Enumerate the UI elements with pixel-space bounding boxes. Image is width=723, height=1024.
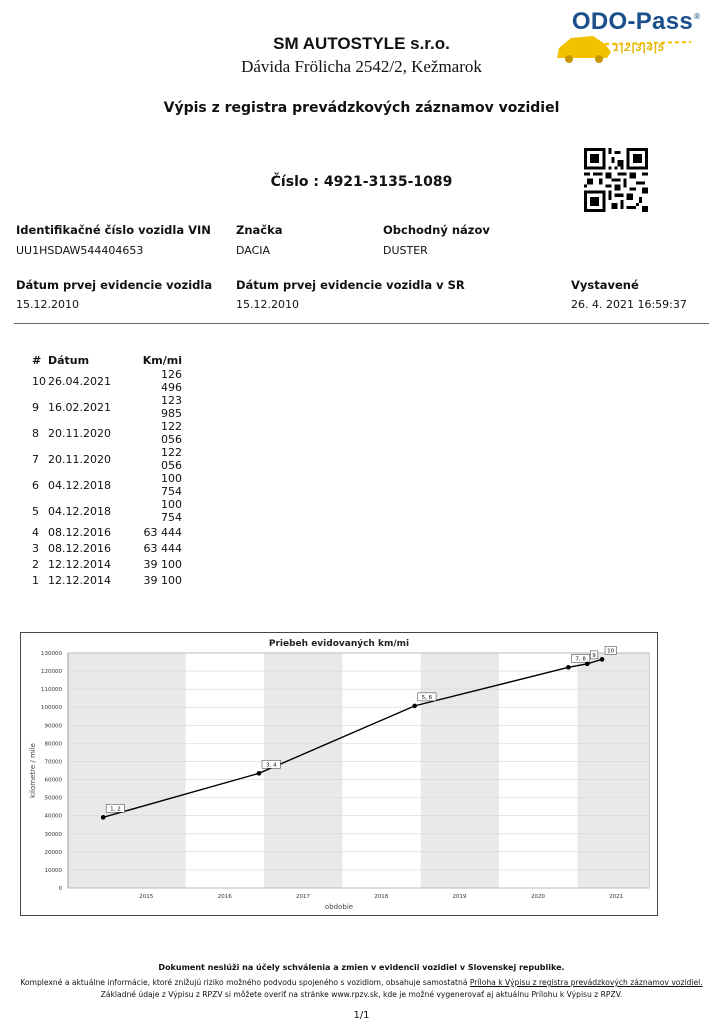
table-row	[28, 540, 210, 556]
record-number: 1	[32, 574, 39, 588]
data-point	[101, 815, 106, 820]
footer-disclaimer: Dokument neslúži na účely schválenia a zmien v evidencii vozidiel v Slovenskej republike.	[158, 963, 565, 972]
x-tick-label: 2021	[609, 894, 624, 900]
record-number: 5	[32, 504, 39, 518]
footer-info	[0, 978, 723, 987]
data-point	[566, 665, 571, 670]
record-number: 8	[32, 426, 39, 440]
footer-verify: Základné údaje z Výpisu z RPZV si môžete overiť na stránke www.rpzv.sk, kde je možné vygenerovať aj aktuálnu Prílohu k Výpisu z RPZV.	[100, 990, 623, 999]
data-label: 1, 2	[110, 806, 121, 813]
vin-value: UU1HSDAW544404653	[16, 244, 144, 257]
first-registration-value: 15.12.2010	[16, 298, 79, 311]
chart-title: Priebeh evidovaných km/mi	[268, 639, 410, 649]
y-tick-label: 10000	[44, 867, 62, 874]
record-number: 6	[32, 478, 39, 492]
y-tick-label: 90000	[44, 723, 62, 730]
data-label: 9	[592, 652, 596, 659]
record-number: 3	[32, 541, 39, 555]
model-label: Obchodný názov	[383, 223, 490, 237]
x-tick-label: 2016	[217, 894, 232, 900]
brand-value: DACIA	[236, 244, 271, 257]
mileage-records-table	[28, 352, 210, 589]
y-tick-label: 130000	[41, 651, 62, 657]
company-address: Dávida Frölicha 2542/2, Kežmarok	[241, 57, 482, 76]
issued-label: Vystavené	[571, 278, 639, 292]
y-tick-label: 30000	[44, 831, 62, 838]
record-number: 9	[32, 400, 39, 414]
record-km: 122 056	[161, 446, 182, 472]
data-point	[585, 662, 590, 667]
qr-code-icon	[584, 148, 648, 212]
data-label: 10	[607, 648, 615, 655]
record-date: 20.11.2020	[48, 426, 111, 440]
record-km: 123 985	[161, 394, 182, 420]
first-registration-sr-label: Dátum prvej evidencie vozidla v SR	[236, 278, 465, 292]
mileage-chart	[20, 632, 658, 916]
data-label: 3, 4	[265, 762, 277, 769]
logo-digits: 1|2|3|4|5	[613, 42, 665, 54]
record-km: 63 444	[143, 525, 182, 539]
year-band	[421, 654, 499, 888]
x-axis-label: obdobie	[324, 903, 354, 911]
y-tick-label: 110000	[41, 687, 62, 694]
record-km: 39 100	[143, 557, 182, 571]
issued-value: 26. 4. 2021 16:59:37	[571, 298, 687, 311]
data-point	[257, 771, 262, 776]
logo-registered: ®	[693, 12, 701, 21]
record-number: 7	[32, 452, 39, 466]
data-point	[600, 657, 605, 662]
y-tick-label: 70000	[44, 759, 62, 766]
record-date: 04.12.2018	[48, 504, 111, 518]
x-tick-label: 2017	[295, 894, 310, 900]
x-tick-label: 2018	[374, 894, 389, 900]
record-date: 12.12.2014	[48, 574, 111, 588]
x-tick-label: 2015	[139, 894, 154, 900]
footer-info-text: Komplexné a aktuálne informácie, ktoré znižujú riziko možného podvodu spojeného s vozidlom, obsahuje samostatná	[20, 978, 470, 987]
record-km: 100 754	[161, 498, 182, 524]
brand-label: Značka	[236, 223, 283, 237]
x-tick-label: 2020	[530, 894, 545, 900]
y-axis-label: kilometre / míle	[29, 743, 37, 798]
record-km: 126 496	[161, 368, 182, 394]
y-tick-label: 40000	[44, 813, 62, 820]
column-header-date: Dátum	[48, 353, 90, 367]
y-tick-label: 100000	[41, 705, 62, 712]
record-date: 20.11.2020	[48, 452, 111, 466]
year-band	[577, 654, 649, 888]
record-km: 100 754	[161, 472, 182, 498]
y-tick-label: 50000	[44, 795, 62, 802]
table-row	[28, 556, 210, 572]
odo-pass-logo	[541, 8, 701, 66]
column-header-km: Km/mi	[142, 353, 182, 367]
first-registration-label: Dátum prvej evidencie vozidla	[16, 278, 213, 292]
table-row	[28, 498, 210, 524]
year-band	[264, 654, 342, 888]
table-row	[28, 420, 210, 446]
record-date: 12.12.2014	[48, 557, 111, 571]
logo-text: ODO-Pass	[571, 8, 693, 35]
record-date: 08.12.2016	[48, 541, 111, 555]
table-row	[28, 394, 210, 420]
record-date: 26.04.2021	[48, 374, 111, 388]
data-label: 7, 8	[575, 656, 586, 663]
column-header-number: #	[32, 353, 42, 367]
record-km: 63 444	[143, 541, 182, 555]
divider	[14, 323, 709, 324]
document-title: Výpis z registra prevádzkových záznamov vozidiel	[163, 100, 560, 116]
y-tick-label: 80000	[44, 741, 62, 748]
attachment-link[interactable]: Príloha k Výpisu z registra prevádzkových záznamov vozidiel.	[469, 978, 703, 987]
data-point	[412, 704, 417, 709]
company-name: SM AUTOSTYLE s.r.o.	[273, 34, 450, 53]
record-km: 39 100	[143, 574, 182, 588]
table-row	[28, 573, 210, 589]
record-date: 08.12.2016	[48, 525, 111, 539]
table-row	[28, 368, 210, 394]
y-tick-label: 60000	[44, 777, 62, 784]
y-tick-label: 20000	[44, 849, 62, 856]
table-row	[28, 524, 210, 540]
record-date: 16.02.2021	[48, 400, 111, 414]
y-tick-label: 0	[58, 886, 62, 892]
model-value: DUSTER	[383, 244, 428, 257]
table-header-row	[28, 352, 210, 368]
page-number: 1/1	[353, 1010, 370, 1021]
record-number: 4	[32, 525, 39, 539]
vin-label: Identifikačné číslo vozidla VIN	[16, 223, 211, 237]
document-number: Číslo : 4921-3135-1089	[270, 174, 453, 190]
record-number: 2	[32, 557, 39, 571]
first-registration-sr-value: 15.12.2010	[236, 298, 299, 311]
chart-svg	[21, 633, 657, 915]
record-number: 10	[32, 374, 46, 388]
year-band	[107, 654, 185, 888]
x-tick-label: 2019	[452, 894, 467, 900]
table-row	[28, 446, 210, 472]
record-km: 122 056	[161, 420, 182, 446]
y-tick-label: 120000	[41, 669, 62, 676]
year-band	[69, 654, 108, 888]
record-date: 04.12.2018	[48, 478, 111, 492]
table-row	[28, 472, 210, 498]
data-label: 5, 6	[421, 694, 433, 701]
